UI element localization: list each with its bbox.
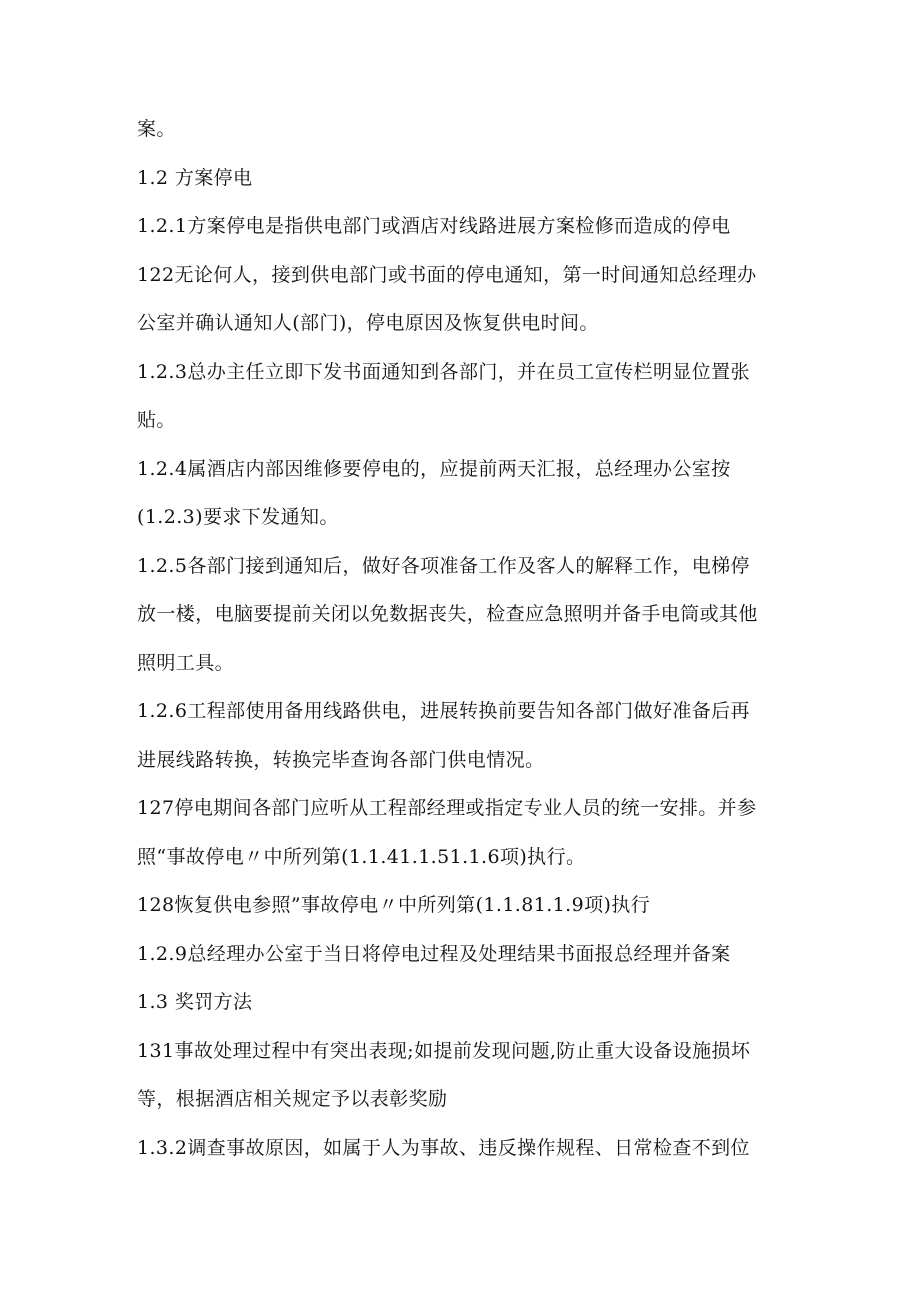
text-line: 照明工具。 (137, 651, 235, 674)
text-line: 案。 (137, 118, 176, 140)
text-line: 1.2.1方案停电是指供电部门或酒店对线路进展方案检修而造成的停电 (137, 215, 731, 237)
text-line: 1.2.9总经理办公室于当日将停电过程及处理结果书面报总经理并备案 (137, 942, 731, 965)
text-line: 1.3.2调查事故原因，如属于人为事故、违反操作规程、日常检查不到位 (137, 1136, 750, 1159)
document-body (137, 112, 797, 1179)
text-line: 照“事故停电〃中所列第(1.1.41.1.51.1.6项)执行。 (137, 845, 586, 868)
text-line: 127停电期间各部门应听从工程部经理或指定专业人员的统一安排。并参 (137, 797, 757, 819)
text-line: 1.2.3总办主任立即下发书面通知到各部门，并在员工宣传栏明显位置张 (137, 360, 750, 383)
text-line: 放一楼，电脑要提前关闭以免数据丧失，检查应急照明并备手电筒或其他 (137, 603, 758, 625)
text-line: 131事故处理过程中有突出表现;如提前发现问题,防止重大设备设施损坏 (137, 1039, 751, 1062)
text-line: 公室并确认通知人(部门)，停电原因及恢复供电时间。 (137, 312, 599, 334)
text-line: 1.2.4属酒店内部因维修要停电的，应提前两天汇报，总经理办公室按 (137, 457, 731, 480)
section-heading: 1.2 方案停电 (137, 166, 253, 189)
text-line: 贴。 (137, 409, 176, 431)
text-line: 进展线路转换，转换完毕查询各部门供电情况。 (137, 748, 545, 771)
text-line: (1.2.3)要求下发通知。 (137, 506, 339, 528)
text-line: 等，根据酒店相关规定予以表彰奖励 (137, 1088, 448, 1110)
text-line: 1.2.5各部门接到通知后，做好各项准备工作及客人的解释工作，电梯停 (137, 554, 750, 577)
text-line: 1.2.6工程部使用备用线路供电，进展转换前要告知各部门做好准备后再 (137, 700, 750, 722)
text-line: 122无论何人，接到供电部门或书面的停电通知，第一时间通知总经理办 (137, 263, 757, 286)
section-heading: 1.3 奖罚方法 (137, 991, 253, 1013)
text-line: 128恢复供电参照”事故停电〃中所列第(1.1.81.1.9项)执行 (137, 894, 651, 916)
